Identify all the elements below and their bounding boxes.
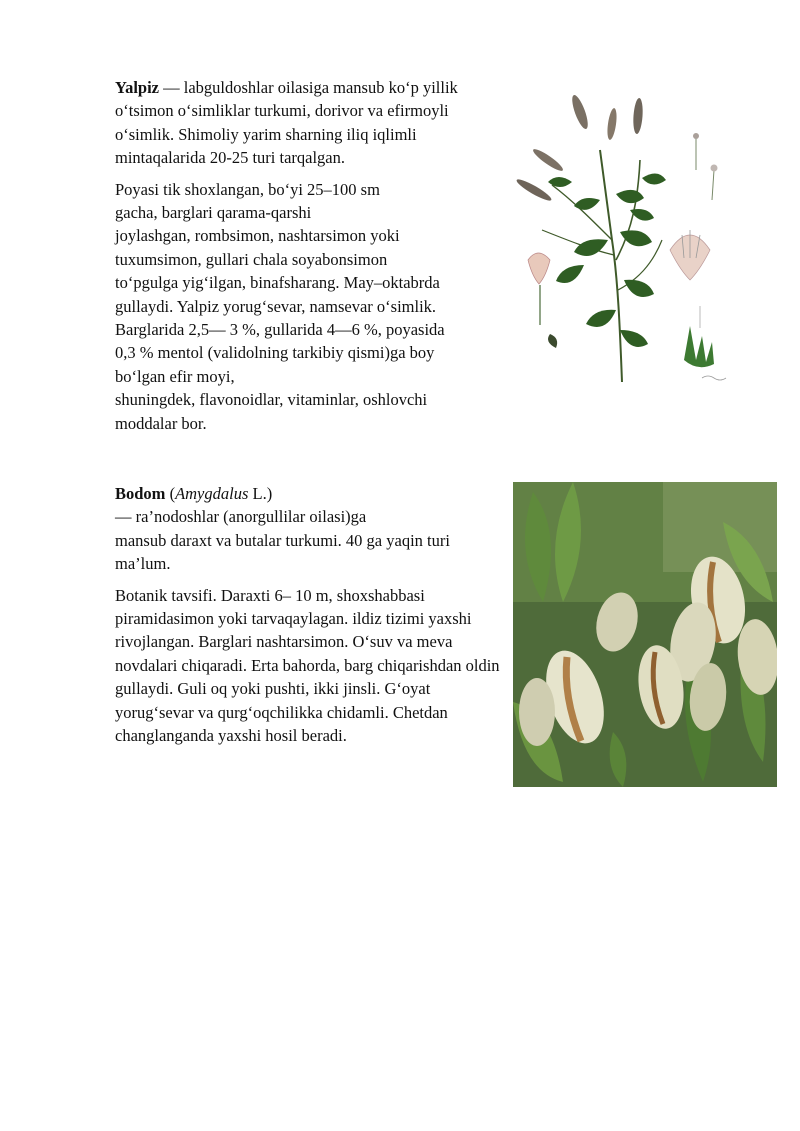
yalpiz-title: Yalpiz bbox=[115, 78, 160, 97]
yalpiz-description-line: joylashgan, rombsimon, nashtarsimon yoki bbox=[115, 226, 400, 246]
yalpiz-description-line: gullaydi. Yalpiz yorug‘sevar, namsevar o‘simlik. bbox=[115, 296, 437, 316]
yalpiz-description-line: bo‘lgan efir moyi, bbox=[115, 366, 235, 386]
yalpiz-intro-text: — labguldoshlar oilasiga mansub ko‘p yillik o‘tsimon o‘simliklar turkumi, dorivor va efirmoyli o‘simlik. Shimoliy yarim sharning iliq iqlimli mintaqalarida 20-25 turi tarqalgan. bbox=[115, 78, 458, 168]
bodom-description-paragraph: Botanik tavsifi. Daraxti 6– 10 m, shoxshabbasi piramidasimon yoki tarvaqaylagan. ildiz tizimi yaxshi rivojlangan. Barglari nashtarsimon. O‘suv va meva novdalari chiqaradi. Erta bahorda, barg chiqarishdan oldin gullaydi. Guli oq yoki pushti, ikki jinsli. G‘oyat yorug‘sevar va qurg‘oqchilikka chidamli. Chetdan changlanganda yaxshi hosil beradi. bbox=[115, 585, 500, 746]
yalpiz-description-line: tuxumsimon, gullari chala soyabonsimon bbox=[115, 249, 388, 269]
yalpiz-description-line: shuningdek, flavonoidlar, vitaminlar, oshlovchi bbox=[115, 390, 428, 410]
yalpiz-description-line: moddalar bor. bbox=[115, 413, 207, 433]
bodom-author: L.) bbox=[248, 484, 273, 503]
yalpiz-section bbox=[115, 76, 507, 435]
yalpiz-description-line: Poyasi tik shoxlangan, bo‘yi 25–100 sm bbox=[115, 179, 380, 199]
bodom-intro-line: — ra’nodoshlar (anorgullilar oilasi)ga bbox=[115, 507, 367, 527]
yalpiz-description-line: gacha, barglari qarama-qarshi bbox=[115, 203, 312, 223]
yalpiz-intro-paragraph bbox=[115, 76, 507, 170]
bodom-open-paren: ( bbox=[165, 484, 176, 503]
bodom-section bbox=[115, 482, 507, 747]
bodom-title: Bodom bbox=[115, 484, 166, 503]
yalpiz-description-line: 0,3 % mentol (validolning tarkibiy qismi)ga boy bbox=[115, 343, 435, 363]
yalpiz-description-paragraph bbox=[115, 178, 507, 435]
yalpiz-description-line: Barglarida 2,5— 3 %, gullarida 4—6 %, poyasida bbox=[115, 320, 445, 340]
bodom-intro-line: mansub daraxt va butalar turkumi. 40 ga yaqin turi ma’lum. bbox=[115, 530, 450, 574]
almond-photo bbox=[513, 482, 777, 787]
bodom-latin-name: Amygdalus bbox=[175, 484, 249, 503]
bodom-intro-paragraph bbox=[115, 482, 507, 576]
yalpiz-description-line: to‘pgulga yig‘ilgan, binafsharang. May–oktabrda bbox=[115, 273, 440, 293]
mint-botanical-illustration bbox=[512, 90, 734, 390]
